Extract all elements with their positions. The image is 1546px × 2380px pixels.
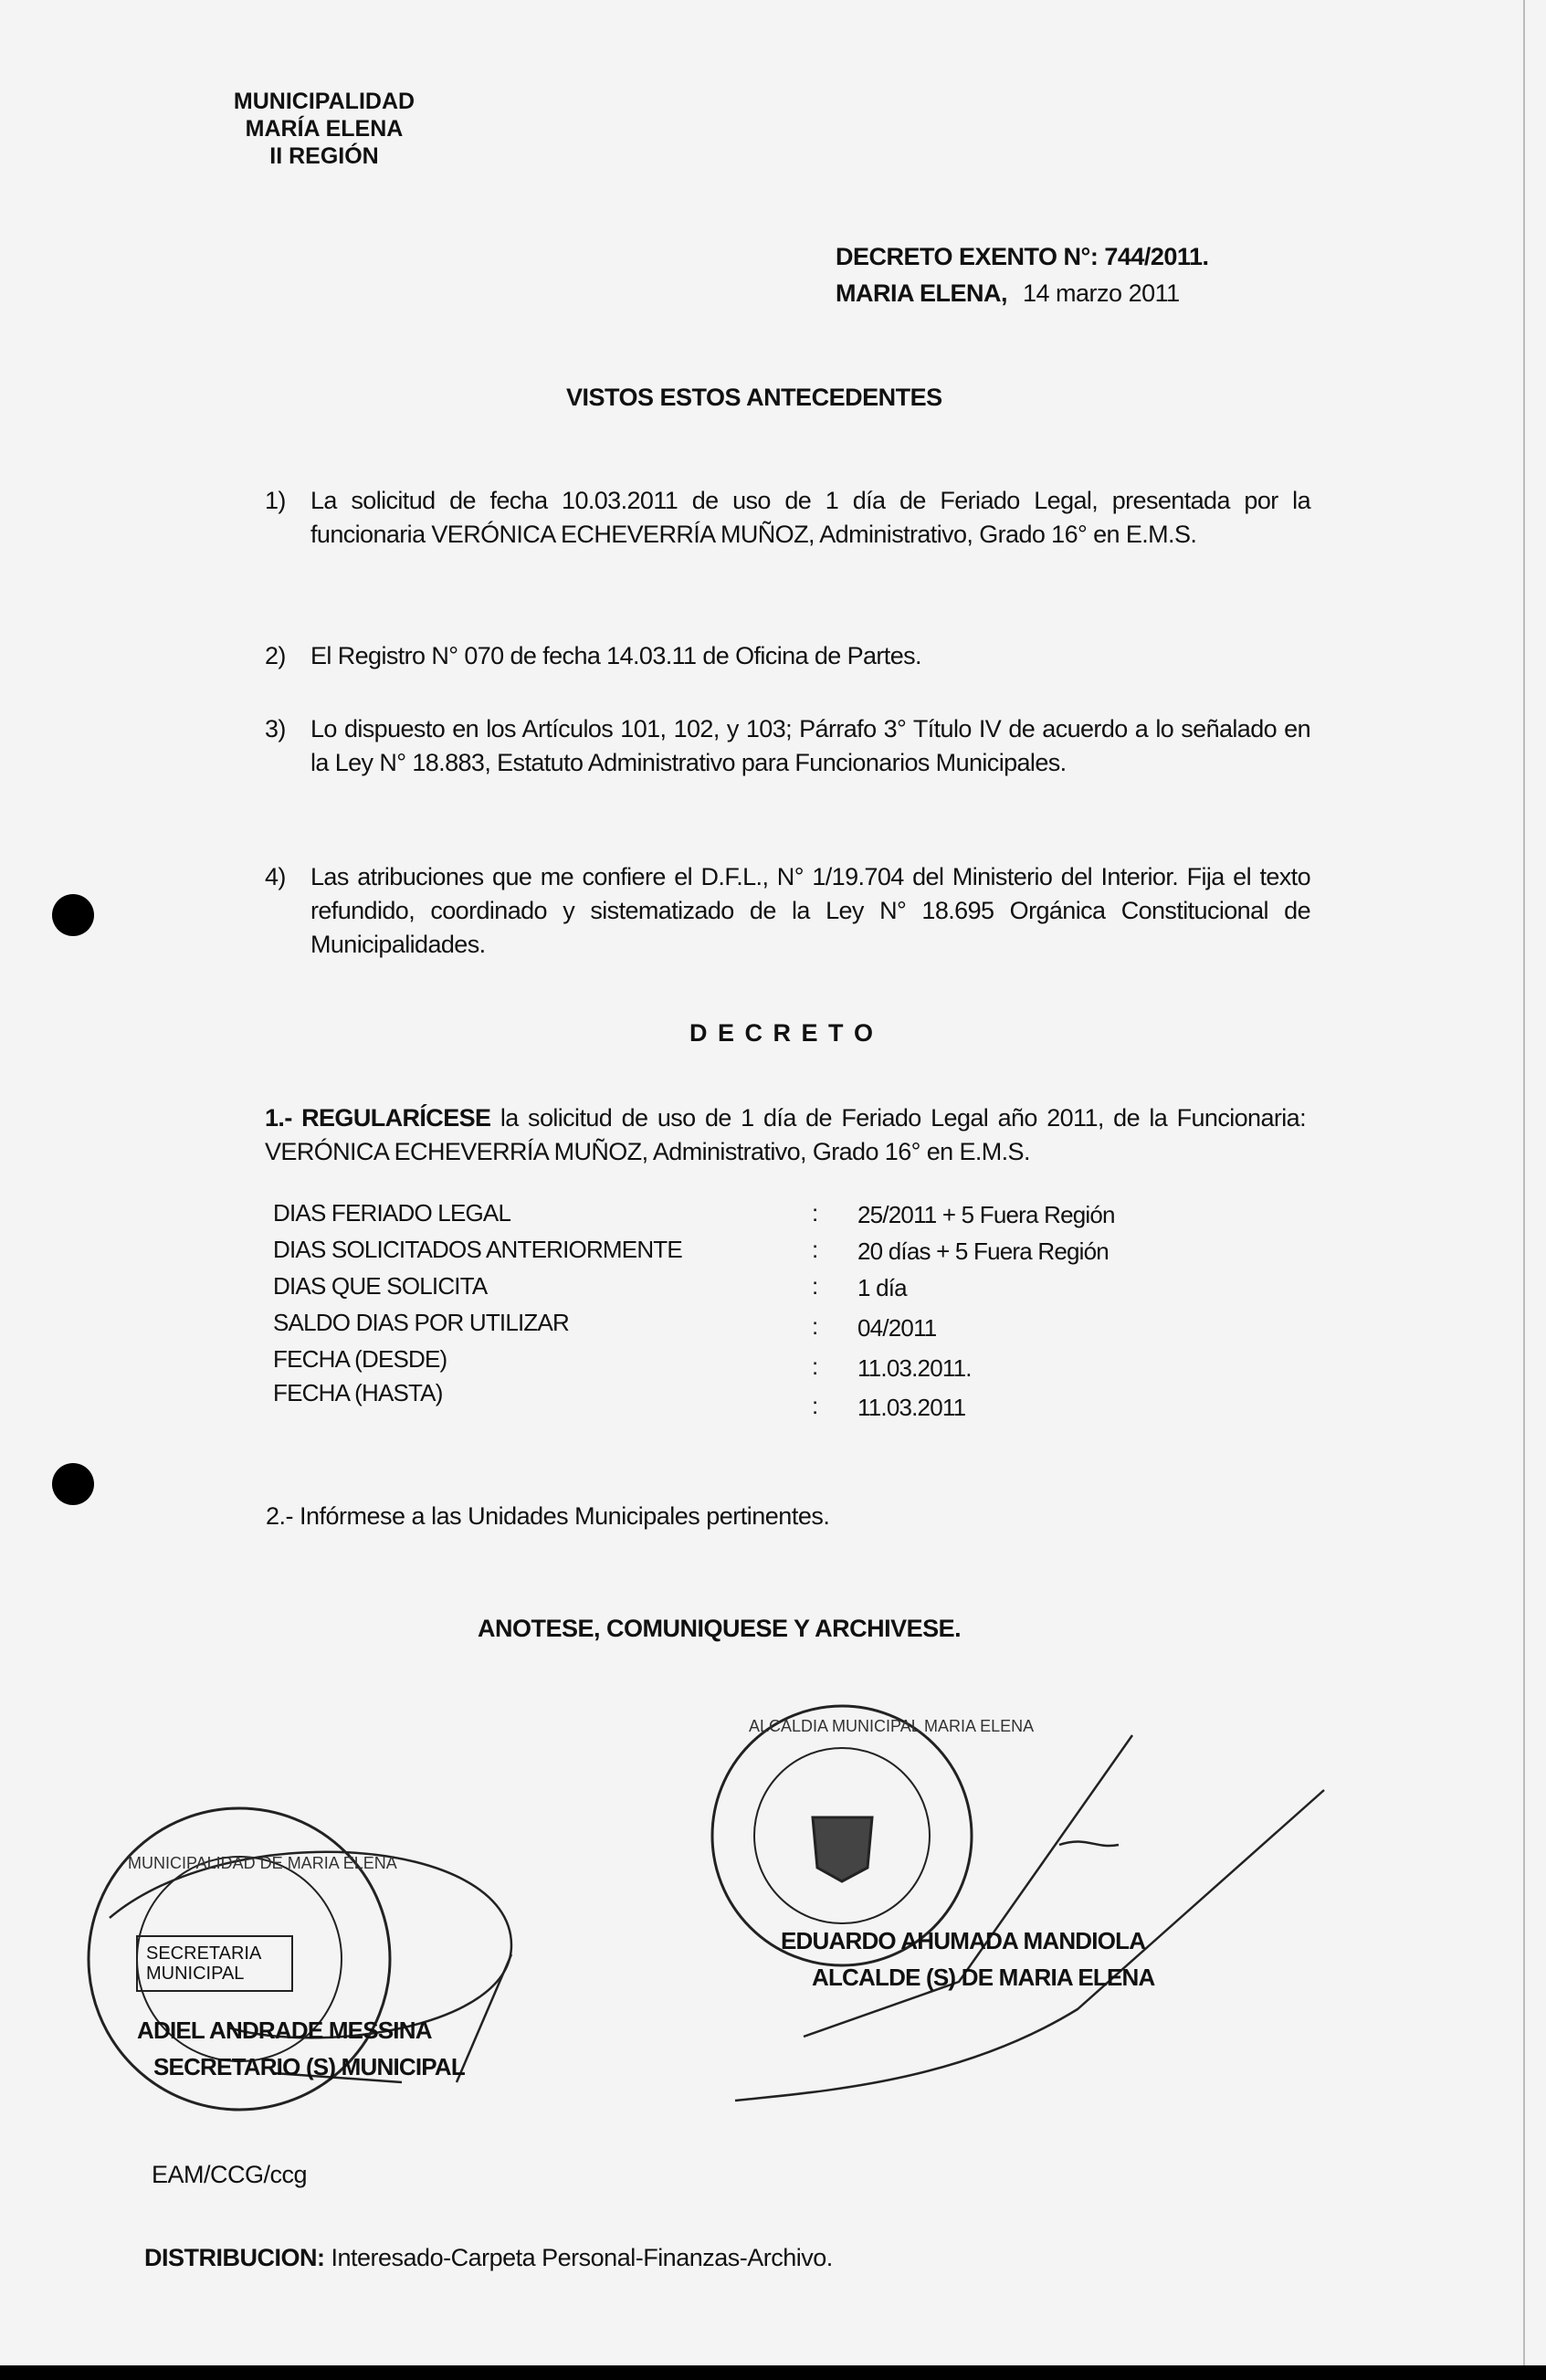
- row-separator: :: [812, 1272, 818, 1300]
- visto-text: Las atribuciones que me confiere el D.F.L., N° 1/19.704 del Ministerio del Interior. Fija el texto refundido, coordinado y sistematizado de la Ley N° 18.695 Orgánica Constitucional de Municipalidades.: [310, 863, 1310, 958]
- distribution-text: Interesado-Carpeta Personal-Finanzas-Archivo.: [324, 2244, 833, 2271]
- row-separator: :: [812, 1353, 818, 1380]
- right-signer-title: ALCALDE (S) DE MARIA ELENA: [812, 1964, 1155, 1991]
- row-separator: :: [812, 1312, 818, 1340]
- left-stamp-inner-text: SECRETARIA MUNICIPAL: [146, 1943, 261, 1984]
- institution-name: MUNICIPALIDAD: [233, 89, 415, 114]
- row-label: SALDO DIAS POR UTILIZAR: [273, 1309, 570, 1336]
- visto-number: 3): [265, 715, 286, 742]
- left-signer-title: SECRETARIO (S) MUNICIPAL: [153, 2053, 465, 2080]
- row-value: 11.03.2011: [857, 1394, 966, 1421]
- row-value: 1 día: [857, 1274, 907, 1301]
- row-label: DIAS SOLICITADOS ANTERIORMENTE: [273, 1236, 682, 1263]
- closing-formula: ANOTESE, COMUNIQUESE Y ARCHIVESE.: [478, 1615, 962, 1642]
- commune-name: MARÍA ELENA: [245, 116, 404, 142]
- distribution-label: DISTRIBUCION:: [144, 2244, 325, 2271]
- right-stamp-ring-text: ALCALDIA MUNICIPAL MARIA ELENA: [749, 1717, 1035, 1735]
- visto-text: El Registro N° 070 de fecha 14.03.11 de Oficina de Partes.: [310, 642, 921, 669]
- decreto-heading: D E C R E T O: [689, 1019, 876, 1047]
- visto-text: Lo dispuesto en los Artículos 101, 102, y 103; Párrafo 3° Título IV de acuerdo a lo señalado en la Ley N° 18.883, Estatuto Administrativo para Funcionarios Municipales.: [310, 715, 1310, 776]
- distribution: [144, 2244, 833, 2272]
- visto-number: 2): [265, 642, 286, 669]
- right-signer-name: EDUARDO AHUMADA MANDIOLA: [781, 1927, 1146, 1954]
- visto-number: 1): [265, 487, 286, 514]
- article-1-text: la solicitud de uso de 1 día de Feriado Legal año 2011, de la Funcionaria: VERÓNICA ECHEVERRÍA MUÑOZ, Administrativo, Grado 16° en E.M.S.: [265, 1104, 1307, 1165]
- row-label: DIAS QUE SOLICITA: [273, 1272, 488, 1300]
- left-stamp-ring-text: MUNICIPALIDAD DE MARIA ELENA: [128, 1854, 397, 1872]
- decree-place: MARIA ELENA,: [836, 279, 1007, 307]
- article-1-lead: 1.- REGULARÍCESE: [265, 1104, 491, 1132]
- region-name: II REGIÓN: [269, 143, 379, 169]
- visto-number: 4): [265, 863, 286, 890]
- visto-text: La solicitud de fecha 10.03.2011 de uso de 1 día de Feriado Legal, presentada por la funcionaria VERÓNICA ECHEVERRÍA MUÑOZ, Administrativo, Grado 16° en E.M.S.: [310, 487, 1310, 548]
- row-separator: :: [812, 1392, 818, 1419]
- row-separator: :: [812, 1236, 818, 1263]
- left-signer-name: ADIEL ANDRADE MESSINA: [137, 2017, 432, 2044]
- row-value: 20 días + 5 Fuera Región: [857, 1237, 1109, 1265]
- initials: EAM/CCG/ccg: [152, 2161, 308, 2188]
- article-2: 2.- Infórmese a las Unidades Municipales pertinentes.: [266, 1502, 830, 1530]
- vistos-heading: VISTOS ESTOS ANTECEDENTES: [566, 384, 942, 411]
- row-value: 04/2011: [857, 1314, 937, 1342]
- row-value: 25/2011 + 5 Fuera Región: [857, 1201, 1115, 1228]
- row-label: FECHA (HASTA): [273, 1379, 443, 1406]
- decree-number: DECRETO EXENTO N°: 744/2011.: [836, 243, 1209, 270]
- row-label: DIAS FERIADO LEGAL: [273, 1199, 511, 1227]
- row-separator: :: [812, 1199, 818, 1227]
- decree-date: 14 marzo 2011: [1023, 279, 1180, 307]
- row-value: 11.03.2011.: [857, 1354, 972, 1382]
- row-label: FECHA (DESDE): [273, 1345, 447, 1373]
